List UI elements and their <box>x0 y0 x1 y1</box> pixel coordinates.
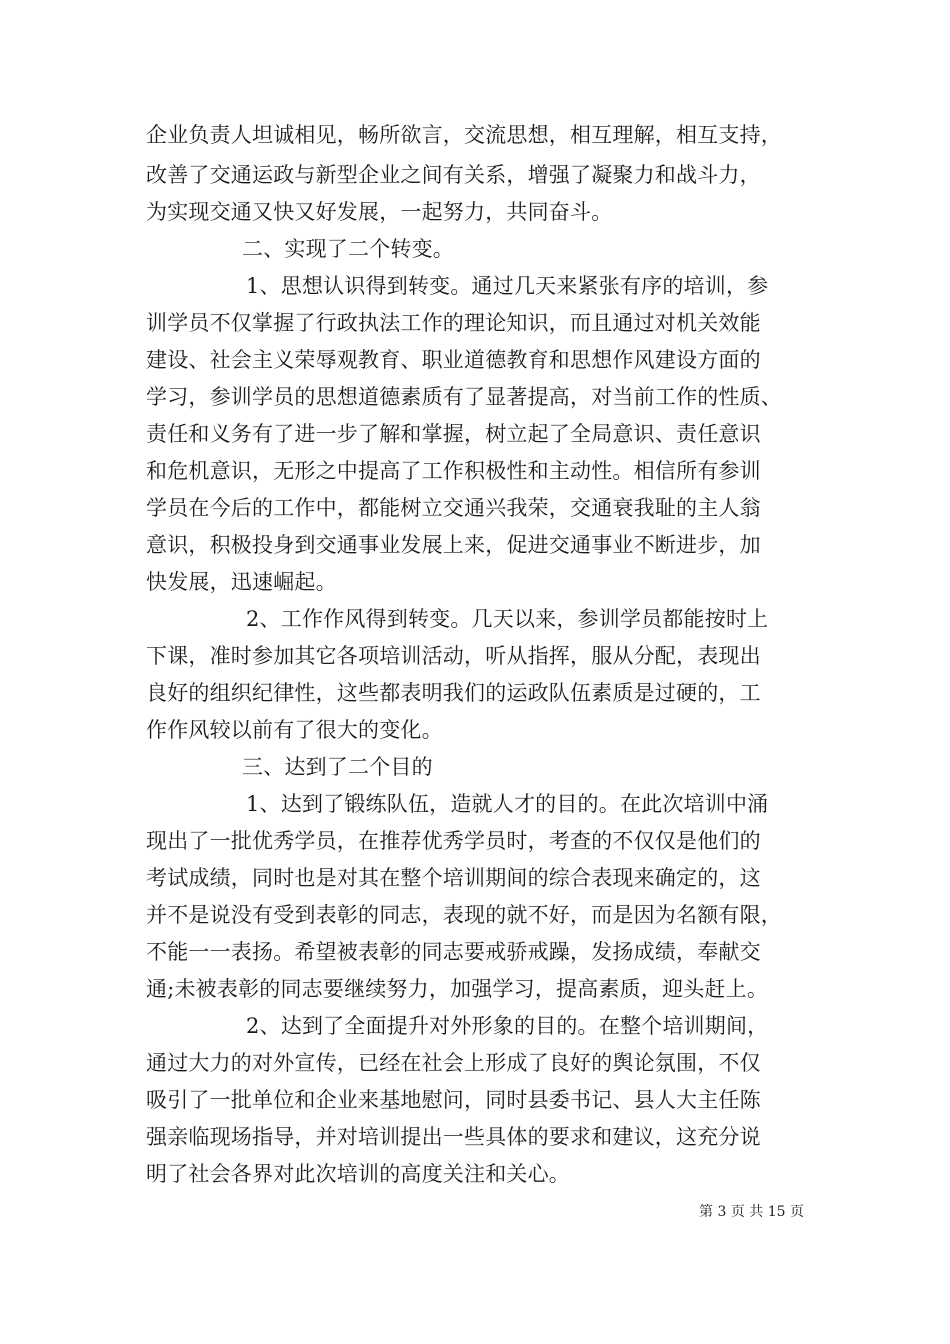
page-number-footer: 第 3 页 共 15 页 <box>699 1204 804 1220</box>
text-line: 1、达到了锻练队伍，造就人才的目的。在此次培训中涌 <box>246 792 769 816</box>
text-line: 通过大力的对外宣传，已经在社会上形成了良好的舆论氛围，不仅 <box>146 1051 761 1075</box>
text-line: 2、工作作风得到转变。几天以来，参训学员都能按时上 <box>246 607 769 631</box>
text-line: 吸引了一批单位和企业来基地慰问，同时县委书记、县人大主任陈 <box>146 1088 761 1112</box>
text-line: 学员在今后的工作中，都能树立交通兴我荣，交通衰我耻的主人翁 <box>146 496 761 520</box>
text-line: 快发展，迅速崛起。 <box>146 570 337 594</box>
text-line: 并不是说没有受到表彰的同志，表现的就不好，而是因为名额有限， <box>146 903 782 927</box>
text-line: 改善了交通运政与新型企业之间有关系，增强了凝聚力和战斗力， <box>146 163 761 187</box>
text-line: 为实现交通又快又好发展，一起努力，共同奋斗。 <box>146 200 613 224</box>
text-line: 作作风较以前有了很大的变化。 <box>146 718 443 742</box>
text-line: 1、思想认识得到转变。通过几天来紧张有序的培训，参 <box>246 274 769 298</box>
text-line: 良好的组织纪律性，这些都表明我们的运政队伍素质是过硬的，工 <box>146 681 761 705</box>
text-line: 现出了一批优秀学员，在推荐优秀学员时，考查的不仅仅是他们的 <box>146 829 761 853</box>
text-line: 建设、社会主义荣辱观教育、职业道德教育和思想作风建设方面的 <box>146 348 761 372</box>
section-heading-3: 三、达到了二个目的 <box>242 755 433 779</box>
text-line: 企业负责人坦诚相见，畅所欲言，交流思想，相互理解，相互支持， <box>146 123 782 147</box>
text-line: 明了社会各界对此次培训的高度关注和关心。 <box>146 1162 570 1186</box>
text-line: 强亲临现场指导，并对培训提出一些具体的要求和建议，这充分说 <box>146 1125 761 1149</box>
text-line: 训学员不仅掌握了行政执法工作的理论知识，而且通过对机关效能 <box>146 311 761 335</box>
text-line: 意识，积极投身到交通事业发展上来，促进交通事业不断进步，加 <box>146 533 761 557</box>
text-line: 下课，准时参加其它各项培训活动，听从指挥，服从分配，表现出 <box>146 644 761 668</box>
text-line: 学习，参训学员的思想道德素质有了显著提高，对当前工作的性质、 <box>146 385 782 409</box>
section-heading-2: 二、实现了二个转变。 <box>242 237 454 261</box>
text-line: 责任和义务有了进一步了解和掌握，树立起了全局意识、责任意识 <box>146 422 761 446</box>
text-line: 不能一一表扬。希望被表彰的同志要戒骄戒躁，发扬成绩，奉献交 <box>146 940 761 964</box>
text-line: 和危机意识，无形之中提高了工作积极性和主动性。相信所有参训 <box>146 459 761 483</box>
text-line: 考试成绩，同时也是对其在整个培训期间的综合表现来确定的，这 <box>146 866 761 890</box>
text-line: 通;未被表彰的同志要继续努力，加强学习，提高素质，迎头赶上。 <box>146 977 769 1001</box>
text-line: 2、达到了全面提升对外形象的目的。在整个培训期间， <box>246 1014 769 1038</box>
